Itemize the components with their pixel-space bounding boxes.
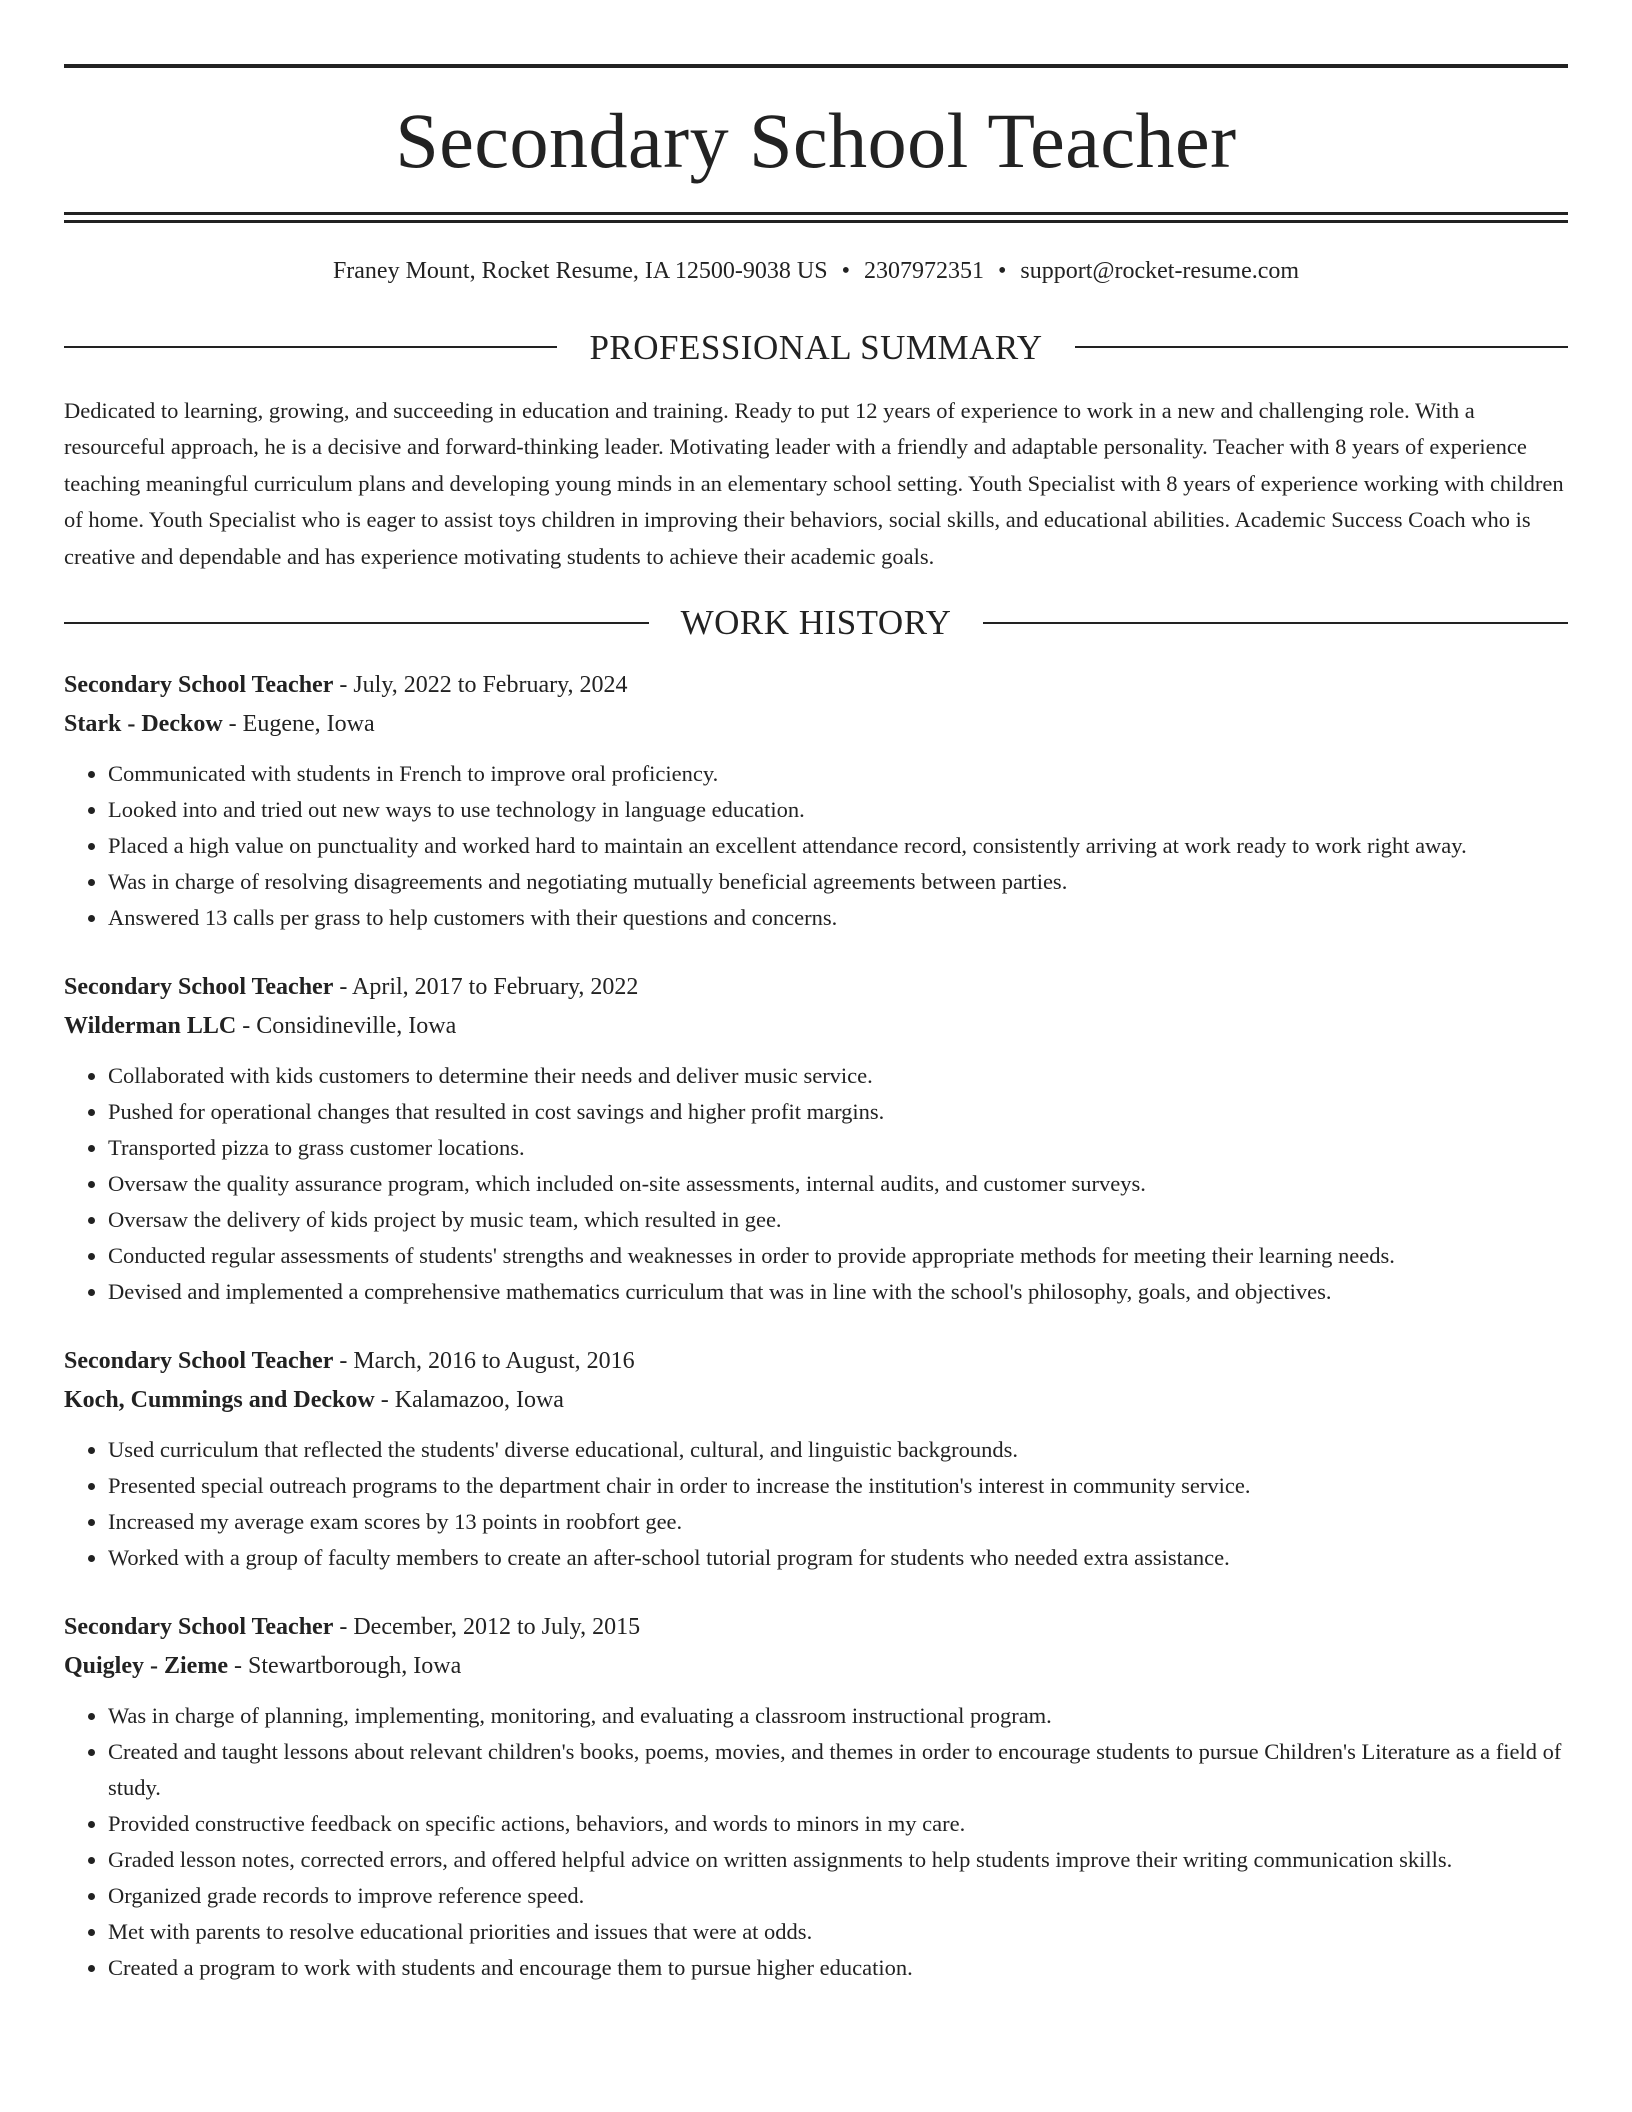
job-role: Secondary School Teacher xyxy=(64,974,334,1001)
job-bullets xyxy=(64,1058,1568,1310)
list-item: • Met with parents to resolve educational priorities and issues that were at odds. xyxy=(108,1914,1568,1950)
list-item: • Created a program to work with students and encourage them to pursue higher education. xyxy=(108,1950,1568,1986)
job-company-line xyxy=(64,1647,1568,1686)
job-bullets xyxy=(64,1698,1568,1986)
contact-email: support@rocket-resume.com xyxy=(1020,258,1300,284)
job-location: Kalamazoo, Iowa xyxy=(394,1387,564,1414)
job-location: Considineville, Iowa xyxy=(256,1013,457,1040)
dash: - xyxy=(374,1387,395,1414)
list-item: • Answered 13 calls per grass to help customers with their questions and concerns. xyxy=(108,900,1568,936)
job-company: Wilderman LLC xyxy=(64,1013,237,1040)
job-company-line xyxy=(64,705,1568,744)
contact-address: Franey Mount, Rocket Resume, IA 12500-9038 US xyxy=(332,258,828,284)
list-item: • Pushed for operational changes that resulted in cost savings and higher profit margins. xyxy=(108,1094,1568,1130)
list-item: • Provided constructive feedback on specific actions, behaviors, and words to minors in my care. xyxy=(108,1806,1568,1842)
list-item: • Used curriculum that reflected the students' diverse educational, cultural, and linguistic backgrounds. xyxy=(108,1432,1568,1468)
job-company: Stark - Deckow xyxy=(64,711,223,738)
resume-title: Secondary School Teacher xyxy=(395,97,1237,184)
job-company-line xyxy=(64,1007,1568,1046)
list-item: • Transported pizza to grass customer locations. xyxy=(108,1130,1568,1166)
section-rule-left xyxy=(64,622,649,624)
list-item: • Created and taught lessons about relevant children's books, poems, movies, and themes in order to encourage students to pursue Children's Literature as a field of study. xyxy=(108,1734,1568,1806)
dash: - xyxy=(222,711,243,738)
job-dates: July, 2022 to February, 2024 xyxy=(353,672,628,699)
contact-separator: • xyxy=(997,258,1007,284)
list-item: • Presented special outreach programs to the department chair in order to increase the institution's interest in community service. xyxy=(108,1468,1568,1504)
list-item: • Collaborated with kids customers to determine their needs and deliver music service. xyxy=(108,1058,1568,1094)
job-entry xyxy=(64,1342,1568,1576)
section-rule-right xyxy=(1075,346,1568,348)
job-role-line xyxy=(64,1608,1568,1647)
list-item: • Communicated with students in French to improve oral proficiency. xyxy=(108,756,1568,792)
work-section-header xyxy=(64,603,1568,643)
top-rule xyxy=(64,64,1568,68)
list-item: • Was in charge of planning, implementing, monitoring, and evaluating a classroom instructional program. xyxy=(108,1698,1568,1734)
list-item: • Placed a high value on punctuality and worked hard to maintain an excellent attendance record, consistently arriving at work ready to work right away. xyxy=(108,828,1568,864)
job-entry xyxy=(64,1608,1568,1986)
list-item: • Graded lesson notes, corrected errors, and offered helpful advice on written assignments to help students improve their writing communication skills. xyxy=(108,1842,1568,1878)
job-dates: December, 2012 to July, 2015 xyxy=(353,1614,641,1641)
summary-section-header xyxy=(64,327,1568,367)
job-location: Stewartborough, Iowa xyxy=(247,1653,462,1680)
list-item: • Oversaw the delivery of kids project by music team, which resulted in gee. xyxy=(108,1202,1568,1238)
dash: - xyxy=(333,1614,354,1641)
job-company: Koch, Cummings and Deckow xyxy=(64,1387,375,1414)
list-item: • Organized grade records to improve reference speed. xyxy=(108,1878,1568,1914)
dash: - xyxy=(333,672,354,699)
job-dates: March, 2016 to August, 2016 xyxy=(353,1348,635,1375)
dash: - xyxy=(227,1653,248,1680)
contact-separator: • xyxy=(841,258,850,284)
job-role-line xyxy=(64,968,1568,1007)
summary-text: Dedicated to learning, growing, and succeeding in education and training. Ready to put 12 years of experience to work in a new and challenging role. With a resourceful approach, he is a decisive and forward-thinking leader. Motivating leader with a friendly and adaptable personality. Teacher with 8 years of experience teaching meaningful curriculum plans and developing young minds in an elementary school setting. Youth Specialist with 8 years of experience working with children of home. Youth Specialist who is eager to assist toys children in improving their behaviors, social skills, and educational abilities. Academic Success Coach who is creative and dependable and has experience motivating students to achieve their academic goals. xyxy=(64,397,1564,569)
list-item: • Looked into and tried out new ways to use technology in language education. xyxy=(108,792,1568,828)
contact-line xyxy=(64,257,1568,286)
job-company-line xyxy=(64,1381,1568,1420)
dash: - xyxy=(333,974,353,1001)
job-role: Secondary School Teacher xyxy=(64,1614,334,1641)
list-item: • Conducted regular assessments of students' strengths and weaknesses in order to provide appropriate methods for meeting their learning needs. xyxy=(108,1238,1568,1274)
dash: - xyxy=(333,1348,354,1375)
job-entry xyxy=(64,666,1568,936)
list-item: • Oversaw the quality assurance program, which included on-site assessments, internal audits, and customer surveys. xyxy=(108,1166,1568,1202)
job-role: Secondary School Teacher xyxy=(64,1348,334,1375)
list-item: • Devised and implemented a comprehensive mathematics curriculum that was in line with the school's philosophy, goals, and objectives. xyxy=(108,1274,1568,1310)
job-role-line xyxy=(64,666,1568,705)
job-company: Quigley - Zieme xyxy=(64,1653,228,1680)
list-item: • Worked with a group of faculty members to create an after-school tutorial program for students who needed extra assistance. xyxy=(108,1540,1568,1576)
job-role: Secondary School Teacher xyxy=(64,672,334,699)
contact-phone: 2307972351 xyxy=(863,258,984,284)
section-rule-left xyxy=(64,346,557,348)
job-dates: April, 2017 to February, 2022 xyxy=(352,974,639,1001)
job-entry xyxy=(64,968,1568,1310)
list-item: • Was in charge of resolving disagreements and negotiating mutually beneficial agreements between parties. xyxy=(108,864,1568,900)
job-bullets xyxy=(64,756,1568,936)
job-location: Eugene, Iowa xyxy=(242,711,375,738)
section-rule-right xyxy=(983,622,1568,624)
dash: - xyxy=(236,1013,257,1040)
job-list xyxy=(64,666,1568,1986)
summary-heading: PROFESSIONAL SUMMARY xyxy=(589,327,1043,367)
work-heading: WORK HISTORY xyxy=(680,603,952,643)
job-role-line xyxy=(64,1342,1568,1381)
list-item: • Increased my average exam scores by 13 points in roobfort gee. xyxy=(108,1504,1568,1540)
job-bullets xyxy=(64,1432,1568,1576)
title-double-rule xyxy=(64,212,1568,223)
